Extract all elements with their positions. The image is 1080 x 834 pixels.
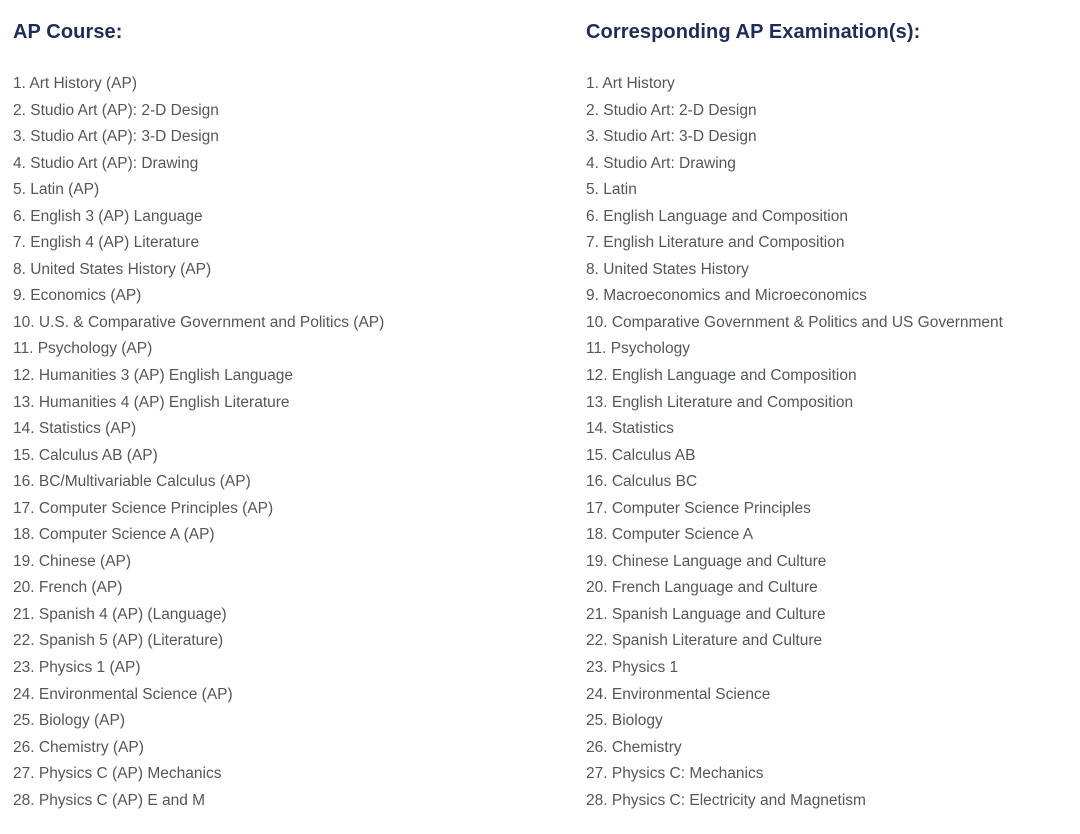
list-item: 22. Spanish Literature and Culture xyxy=(586,632,823,650)
list-item: 14. Statistics (AP) xyxy=(13,420,137,438)
list-item: 11. Psychology xyxy=(586,340,690,358)
list-item: 16. BC/Multivariable Calculus (AP) xyxy=(13,473,251,491)
list-item: 27. Physics C (AP) Mechanics xyxy=(13,765,222,783)
list-item: 17. Computer Science Principles (AP) xyxy=(13,499,274,517)
list-item: 13. English Literature and Composition xyxy=(586,393,854,411)
list-item: 7. English 4 (AP) Literature xyxy=(13,234,200,252)
list-item: 5. Latin (AP) xyxy=(13,181,100,199)
list-item: 1. Art History (AP) xyxy=(13,75,138,92)
list-item: 4. Studio Art: Drawing xyxy=(586,154,736,172)
list-item: 4. Studio Art (AP): Drawing xyxy=(13,154,199,172)
list-item: 12. Humanities 3 (AP) English Language xyxy=(13,367,294,385)
ap-examination-list xyxy=(586,71,1080,814)
list-item: 9. Economics (AP) xyxy=(13,287,142,305)
list-item: 10. Comparative Government & Politics and US Government xyxy=(586,313,1003,331)
list-item: 18. Computer Science A xyxy=(586,526,754,544)
list-item: 17. Computer Science Principles xyxy=(586,499,811,517)
list-item: 10. U.S. & Comparative Government and Politics (AP) xyxy=(13,313,385,331)
list-item: 24. Environmental Science (AP) xyxy=(13,685,233,703)
list-item: 2. Studio Art (AP): 2-D Design xyxy=(13,101,219,119)
list-item: 8. United States History xyxy=(586,260,749,278)
ap-course-column xyxy=(13,20,586,814)
list-item: 26. Chemistry (AP) xyxy=(13,738,144,756)
ap-course-column-header: AP Course: xyxy=(13,21,123,43)
list-item: 3. Studio Art: 3-D Design xyxy=(586,128,757,146)
list-item: 15. Calculus AB (AP) xyxy=(13,446,158,464)
list-item: 25. Biology xyxy=(586,712,663,730)
list-item: 25. Biology (AP) xyxy=(13,712,125,730)
list-item: 8. United States History (AP) xyxy=(13,260,212,278)
list-item: 12. English Language and Composition xyxy=(586,367,857,385)
list-item: 20. French Language and Culture xyxy=(586,579,818,597)
ap-examination-column xyxy=(586,20,1080,814)
list-item: 28. Physics C: Electricity and Magnetism xyxy=(586,791,866,809)
ap-course-list xyxy=(13,71,586,814)
list-item: 22. Spanish 5 (AP) (Literature) xyxy=(13,632,224,650)
list-item: 6. English Language and Composition xyxy=(586,207,848,225)
list-item: 18. Computer Science A (AP) xyxy=(13,526,215,544)
ap-examination-column-header: Corresponding AP Examination(s): xyxy=(586,21,921,43)
list-item: 21. Spanish 4 (AP) (Language) xyxy=(13,605,227,623)
list-item: 26. Chemistry xyxy=(586,738,682,756)
list-item: 16. Calculus BC xyxy=(586,473,698,491)
list-item: 15. Calculus AB xyxy=(586,446,696,464)
list-item: 9. Macroeconomics and Microeconomics xyxy=(586,287,867,305)
list-item: 3. Studio Art (AP): 3-D Design xyxy=(13,128,219,146)
list-item: 7. English Literature and Composition xyxy=(586,234,845,252)
list-item: 14. Statistics xyxy=(586,420,674,438)
list-item: 27. Physics C: Mechanics xyxy=(586,765,764,783)
list-item: 6. English 3 (AP) Language xyxy=(13,207,203,225)
list-item: 21. Spanish Language and Culture xyxy=(586,605,826,623)
list-item: 19. Chinese Language and Culture xyxy=(586,552,827,570)
list-item: 19. Chinese (AP) xyxy=(13,552,132,570)
list-item: 13. Humanities 4 (AP) English Literature xyxy=(13,393,290,411)
list-item: 1. Art History xyxy=(586,75,675,92)
list-item: 23. Physics 1 xyxy=(586,659,679,677)
list-item: 20. French (AP) xyxy=(13,579,123,597)
list-item: 5. Latin xyxy=(586,181,637,199)
list-item: 2. Studio Art: 2-D Design xyxy=(586,101,757,119)
list-item: 24. Environmental Science xyxy=(586,685,771,703)
list-item: 23. Physics 1 (AP) xyxy=(13,659,141,677)
list-item: 28. Physics C (AP) E and M xyxy=(13,791,206,809)
list-item: 11. Psychology (AP) xyxy=(13,340,153,358)
